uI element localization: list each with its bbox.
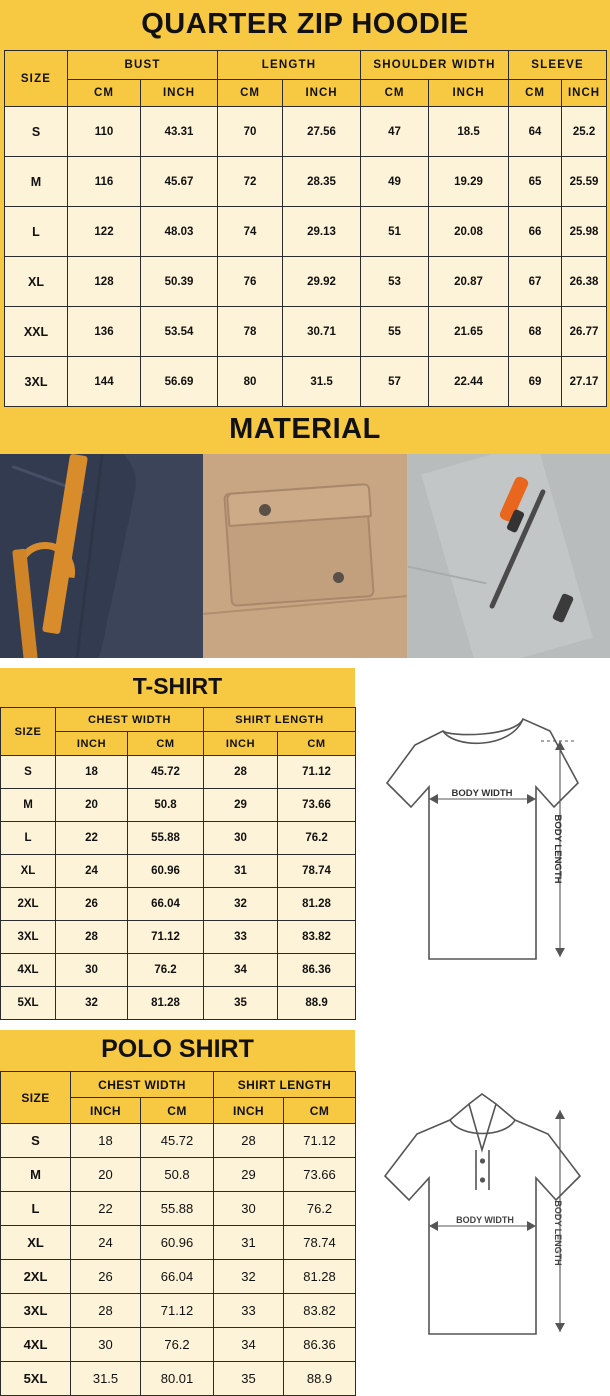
hoodie-table-wrap <box>0 50 610 407</box>
tshirt-unit-chest-inch: INCH <box>56 732 128 756</box>
cell-length-cm: 83.82 <box>278 921 356 954</box>
cell-sleeve-inch: 26.77 <box>562 307 607 357</box>
cell-size: M <box>1 1158 71 1192</box>
cell-shoulder-inch: 18.5 <box>429 107 509 157</box>
tshirt-section <box>0 668 610 1020</box>
cell-chest-inch: 24 <box>56 855 128 888</box>
cell-length-cm: 74 <box>218 207 283 257</box>
material-title: MATERIAL <box>0 407 610 454</box>
cell-length-cm: 71.12 <box>278 756 356 789</box>
polo-body-width-label: BODY WIDTH <box>456 1215 514 1225</box>
cell-length-inch: 30.71 <box>283 307 361 357</box>
polo-diagram-col <box>355 1030 610 1396</box>
hoodie-header-size: SIZE <box>5 51 68 107</box>
cell-chest-cm: 76.2 <box>128 954 204 987</box>
cell-chest-inch: 32 <box>56 987 128 1020</box>
cell-chest-cm: 66.04 <box>128 888 204 921</box>
cell-chest-cm: 71.12 <box>141 1294 214 1328</box>
tshirt-measure-diagram <box>355 668 610 1020</box>
hoodie-unit-header-row <box>5 80 607 107</box>
cell-sleeve-inch: 26.38 <box>562 257 607 307</box>
cell-bust-cm: 144 <box>68 357 141 407</box>
cell-length-inch: 29 <box>204 789 278 822</box>
cell-sleeve-cm: 67 <box>509 257 562 307</box>
cell-length-cm: 86.36 <box>284 1328 356 1362</box>
cell-chest-inch: 26 <box>56 888 128 921</box>
cell-length-cm: 88.9 <box>278 987 356 1020</box>
cell-size: 4XL <box>1 1328 71 1362</box>
cell-chest-inch: 22 <box>71 1192 141 1226</box>
cell-chest-inch: 30 <box>71 1328 141 1362</box>
cell-shoulder-cm: 51 <box>361 207 429 257</box>
cell-size: L <box>1 1192 71 1226</box>
cell-length-cm: 71.12 <box>284 1124 356 1158</box>
cell-length-cm: 88.9 <box>284 1362 356 1396</box>
material-photo-strip <box>0 454 610 658</box>
cell-chest-cm: 45.72 <box>141 1124 214 1158</box>
hoodie-title: QUARTER ZIP HOODIE <box>141 8 469 40</box>
cell-sleeve-inch: 25.98 <box>562 207 607 257</box>
cell-length-inch: 29 <box>214 1158 284 1192</box>
cell-shoulder-inch: 20.08 <box>429 207 509 257</box>
cell-length-cm: 73.66 <box>284 1158 356 1192</box>
polo-unit-chest-cm: CM <box>141 1098 214 1124</box>
tshirt-header-shirt-length: SHIRT LENGTH <box>204 708 356 732</box>
tshirt-unit-length-inch: INCH <box>204 732 278 756</box>
cell-bust-inch: 43.31 <box>141 107 218 157</box>
hoodie-header-length: LENGTH <box>218 51 361 80</box>
cell-size: 3XL <box>1 1294 71 1328</box>
cell-size: L <box>1 822 56 855</box>
polo-measure-diagram <box>355 1030 610 1396</box>
table-row <box>5 107 607 157</box>
cell-length-inch: 34 <box>204 954 278 987</box>
cell-chest-inch: 26 <box>71 1260 141 1294</box>
cell-chest-inch: 24 <box>71 1226 141 1260</box>
hoodie-table-body <box>5 107 607 407</box>
tshirt-body-width-label: BODY WIDTH <box>451 788 513 799</box>
cell-size: M <box>5 157 68 207</box>
table-row <box>1 1192 356 1226</box>
hoodie-unit-length-cm: CM <box>218 80 283 107</box>
cell-bust-inch: 50.39 <box>141 257 218 307</box>
table-row <box>1 789 356 822</box>
table-row <box>1 888 356 921</box>
cell-chest-inch: 20 <box>56 789 128 822</box>
cell-length-inch: 29.13 <box>283 207 361 257</box>
hoodie-unit-sleeve-inch: INCH <box>562 80 607 107</box>
polo-title: POLO SHIRT <box>0 1030 355 1071</box>
cell-length-inch: 27.56 <box>283 107 361 157</box>
cell-length-inch: 29.92 <box>283 257 361 307</box>
cell-length-inch: 30 <box>204 822 278 855</box>
cell-chest-inch: 22 <box>56 822 128 855</box>
tshirt-unit-length-cm: CM <box>278 732 356 756</box>
polo-group-header-row <box>1 1072 356 1098</box>
cell-bust-inch: 53.54 <box>141 307 218 357</box>
cell-shoulder-inch: 19.29 <box>429 157 509 207</box>
cell-length-cm: 73.66 <box>278 789 356 822</box>
cell-length-cm: 76.2 <box>278 822 356 855</box>
cell-length-cm: 81.28 <box>278 888 356 921</box>
cell-sleeve-cm: 64 <box>509 107 562 157</box>
tshirt-title: T-SHIRT <box>0 668 355 707</box>
cell-size: XL <box>5 257 68 307</box>
table-row <box>1 1294 356 1328</box>
cell-length-inch: 33 <box>214 1294 284 1328</box>
hoodie-unit-sleeve-cm: CM <box>509 80 562 107</box>
table-row <box>1 1158 356 1192</box>
cell-shoulder-inch: 21.65 <box>429 307 509 357</box>
cell-shoulder-inch: 20.87 <box>429 257 509 307</box>
table-row <box>1 1260 356 1294</box>
cell-size: 5XL <box>1 1362 71 1396</box>
cell-size: L <box>5 207 68 257</box>
cell-bust-cm: 116 <box>68 157 141 207</box>
table-row <box>5 157 607 207</box>
cell-size: XL <box>1 855 56 888</box>
cell-sleeve-inch: 25.59 <box>562 157 607 207</box>
cell-length-inch: 33 <box>204 921 278 954</box>
cell-sleeve-cm: 65 <box>509 157 562 207</box>
section-divider-2 <box>0 1020 610 1030</box>
cell-length-inch: 31 <box>214 1226 284 1260</box>
cell-length-cm: 78.74 <box>284 1226 356 1260</box>
hoodie-section <box>0 0 610 407</box>
section-divider <box>0 658 610 668</box>
cell-length-cm: 76.2 <box>284 1192 356 1226</box>
polo-unit-chest-inch: INCH <box>71 1098 141 1124</box>
cell-chest-inch: 18 <box>71 1124 141 1158</box>
tshirt-body-length-label: BODY LENGTH <box>552 814 563 884</box>
navy-drawcord-photo <box>0 454 203 658</box>
hoodie-unit-shoulder-inch: INCH <box>429 80 509 107</box>
tshirt-diagram-col <box>355 668 610 1020</box>
polo-size-table <box>0 1071 356 1396</box>
cell-size: S <box>1 756 56 789</box>
hoodie-size-table <box>4 50 607 407</box>
cell-length-inch: 28.35 <box>283 157 361 207</box>
tshirt-header-chest-width: CHEST WIDTH <box>56 708 204 732</box>
cell-length-inch: 35 <box>214 1362 284 1396</box>
cell-chest-cm: 66.04 <box>141 1260 214 1294</box>
hoodie-header-sleeve: SLEEVE <box>509 51 607 80</box>
cell-chest-inch: 28 <box>71 1294 141 1328</box>
cell-shoulder-inch: 22.44 <box>429 357 509 407</box>
table-row <box>1 921 356 954</box>
cell-bust-cm: 110 <box>68 107 141 157</box>
polo-header-size: SIZE <box>1 1072 71 1124</box>
tshirt-table-col <box>0 668 355 1020</box>
tan-pocket-photo <box>203 454 406 658</box>
cell-size: 2XL <box>1 888 56 921</box>
table-row <box>1 1226 356 1260</box>
cell-length-inch: 31.5 <box>283 357 361 407</box>
cell-bust-inch: 45.67 <box>141 157 218 207</box>
table-row <box>1 855 356 888</box>
cell-sleeve-cm: 68 <box>509 307 562 357</box>
cell-sleeve-inch: 27.17 <box>562 357 607 407</box>
cell-length-cm: 81.28 <box>284 1260 356 1294</box>
hoodie-unit-bust-cm: CM <box>68 80 141 107</box>
table-row <box>1 756 356 789</box>
polo-header-shirt-length: SHIRT LENGTH <box>214 1072 356 1098</box>
placket-shape <box>421 454 593 658</box>
cell-shoulder-cm: 47 <box>361 107 429 157</box>
cell-chest-inch: 18 <box>56 756 128 789</box>
cell-size: XXL <box>5 307 68 357</box>
polo-table-body <box>1 1124 356 1396</box>
tshirt-header-size: SIZE <box>1 708 56 756</box>
polo-unit-length-cm: CM <box>284 1098 356 1124</box>
polo-table-col <box>0 1030 355 1396</box>
cell-chest-cm: 60.96 <box>141 1226 214 1260</box>
cell-length-cm: 76 <box>218 257 283 307</box>
cell-size: 4XL <box>1 954 56 987</box>
tshirt-table-body <box>1 756 356 1020</box>
cell-sleeve-cm: 66 <box>509 207 562 257</box>
cell-chest-cm: 76.2 <box>141 1328 214 1362</box>
cell-bust-cm: 122 <box>68 207 141 257</box>
cell-length-cm: 86.36 <box>278 954 356 987</box>
cell-chest-cm: 45.72 <box>128 756 204 789</box>
cell-shoulder-cm: 53 <box>361 257 429 307</box>
cell-shoulder-cm: 55 <box>361 307 429 357</box>
cell-size: 2XL <box>1 1260 71 1294</box>
cell-length-cm: 83.82 <box>284 1294 356 1328</box>
cell-chest-inch: 30 <box>56 954 128 987</box>
cell-shoulder-cm: 49 <box>361 157 429 207</box>
cell-chest-inch: 20 <box>71 1158 141 1192</box>
cell-bust-inch: 56.69 <box>141 357 218 407</box>
cell-length-inch: 32 <box>204 888 278 921</box>
cell-chest-cm: 50.8 <box>141 1158 214 1192</box>
cell-bust-cm: 136 <box>68 307 141 357</box>
cell-chest-cm: 80.01 <box>141 1362 214 1396</box>
table-row <box>1 1124 356 1158</box>
tshirt-group-header-row <box>1 708 356 732</box>
cell-sleeve-cm: 69 <box>509 357 562 407</box>
cell-size: S <box>5 107 68 157</box>
polo-section <box>0 1030 610 1396</box>
table-row <box>1 1362 356 1396</box>
cell-chest-cm: 71.12 <box>128 921 204 954</box>
cell-sleeve-inch: 25.2 <box>562 107 607 157</box>
cell-chest-cm: 50.8 <box>128 789 204 822</box>
cell-bust-inch: 48.03 <box>141 207 218 257</box>
cell-size: M <box>1 789 56 822</box>
polo-header-chest-width: CHEST WIDTH <box>71 1072 214 1098</box>
hoodie-header-bust: BUST <box>68 51 218 80</box>
polo-body-length-label: BODY LENGTH <box>553 1200 563 1266</box>
cell-length-inch: 28 <box>214 1124 284 1158</box>
tshirt-size-table <box>0 707 356 1020</box>
table-row <box>1 1328 356 1362</box>
cell-chest-cm: 60.96 <box>128 855 204 888</box>
cell-size: 3XL <box>5 357 68 407</box>
cell-bust-cm: 128 <box>68 257 141 307</box>
table-row <box>5 307 607 357</box>
table-row <box>1 954 356 987</box>
cell-length-inch: 28 <box>204 756 278 789</box>
cell-size: 5XL <box>1 987 56 1020</box>
table-row <box>5 257 607 307</box>
hoodie-unit-length-inch: INCH <box>283 80 361 107</box>
cell-length-cm: 78.74 <box>278 855 356 888</box>
hoodie-group-header-row <box>5 51 607 80</box>
cell-size: 3XL <box>1 921 56 954</box>
cell-shoulder-cm: 57 <box>361 357 429 407</box>
table-row <box>5 357 607 407</box>
table-row <box>1 822 356 855</box>
cell-chest-cm: 81.28 <box>128 987 204 1020</box>
cell-length-inch: 35 <box>204 987 278 1020</box>
cell-chest-inch: 31.5 <box>71 1362 141 1396</box>
cell-length-cm: 70 <box>218 107 283 157</box>
hoodie-unit-shoulder-cm: CM <box>361 80 429 107</box>
cell-length-inch: 30 <box>214 1192 284 1226</box>
table-row <box>1 987 356 1020</box>
cell-length-cm: 72 <box>218 157 283 207</box>
polo-unit-length-inch: INCH <box>214 1098 284 1124</box>
table-row <box>5 207 607 257</box>
hoodie-unit-bust-inch: INCH <box>141 80 218 107</box>
cell-chest-inch: 28 <box>56 921 128 954</box>
cell-chest-cm: 55.88 <box>141 1192 214 1226</box>
grey-zipper-photo <box>407 454 610 658</box>
cell-length-inch: 34 <box>214 1328 284 1362</box>
cell-length-cm: 80 <box>218 357 283 407</box>
tshirt-unit-chest-cm: CM <box>128 732 204 756</box>
cell-chest-cm: 55.88 <box>128 822 204 855</box>
cell-length-inch: 31 <box>204 855 278 888</box>
cell-length-cm: 78 <box>218 307 283 357</box>
hoodie-header-shoulder-width: SHOULDER WIDTH <box>361 51 509 80</box>
cell-size: S <box>1 1124 71 1158</box>
cell-length-inch: 32 <box>214 1260 284 1294</box>
cell-size: XL <box>1 1226 71 1260</box>
